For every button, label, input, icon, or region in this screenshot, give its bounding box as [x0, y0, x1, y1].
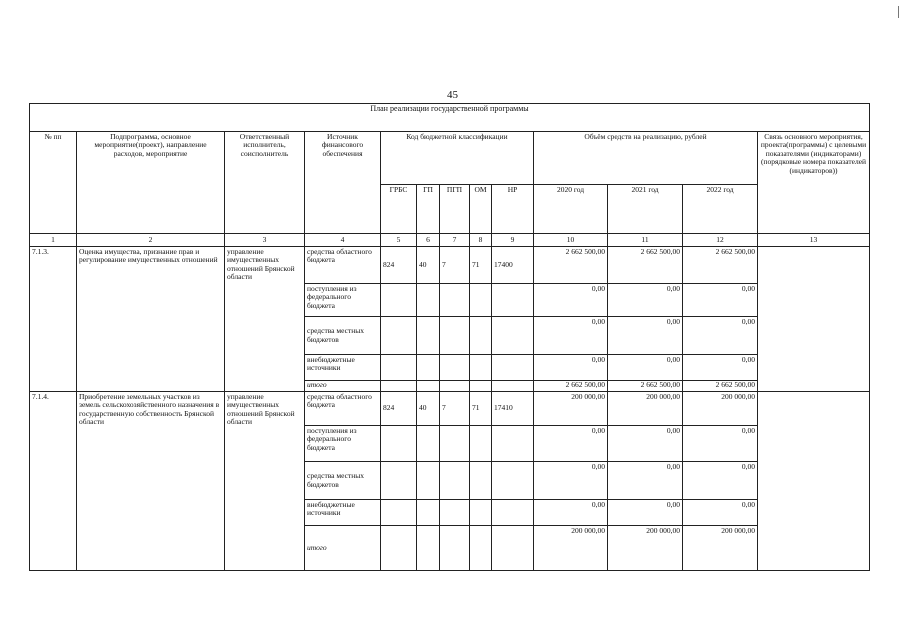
- header-nr: НР: [492, 185, 534, 234]
- amount-2021: 0,00: [608, 317, 683, 355]
- table-title: План реализации государственной программы: [30, 104, 870, 132]
- gp-code: [417, 317, 440, 355]
- header-om: ОМ: [470, 185, 492, 234]
- grbs-code: [381, 355, 417, 381]
- column-number: 4: [305, 234, 381, 247]
- funding-source: средства местных бюджетов: [305, 462, 381, 500]
- gp-code: [417, 526, 440, 571]
- amount-2020: 0,00: [534, 426, 608, 462]
- om-code: [470, 381, 492, 392]
- header-grbs: ГРБС: [381, 185, 417, 234]
- gp-code: 40: [417, 392, 440, 426]
- amount-2022: 0,00: [683, 500, 758, 526]
- total-2022: 200 000,00: [683, 526, 758, 571]
- amount-2022: 2 662 500,00: [683, 247, 758, 284]
- gp-code: [417, 500, 440, 526]
- column-number: 10: [534, 234, 608, 247]
- indicator-link: [758, 392, 870, 571]
- table-row: [30, 392, 870, 426]
- column-number: 1: [30, 234, 77, 247]
- amount-2021: 0,00: [608, 284, 683, 317]
- pgp-code: [440, 500, 470, 526]
- amount-2021: 200 000,00: [608, 392, 683, 426]
- om-code: [470, 355, 492, 381]
- total-label: итого: [305, 381, 381, 392]
- grbs-code: [381, 284, 417, 317]
- amount-2020: 0,00: [534, 317, 608, 355]
- pgp-code: [440, 284, 470, 317]
- amount-2022: 0,00: [683, 426, 758, 462]
- column-number: 3: [225, 234, 305, 247]
- grbs-code: [381, 462, 417, 500]
- pgp-code: [440, 317, 470, 355]
- amount-2020: 0,00: [534, 462, 608, 500]
- amount-2021: 0,00: [608, 426, 683, 462]
- gp-code: [417, 462, 440, 500]
- om-code: [470, 317, 492, 355]
- grbs-code: 824: [381, 392, 417, 426]
- column-number: 11: [608, 234, 683, 247]
- nr-code: [492, 284, 534, 317]
- om-code: [470, 526, 492, 571]
- gp-code: [417, 284, 440, 317]
- nr-code: [492, 526, 534, 571]
- funding-source: поступления из федерального бюджета: [305, 284, 381, 317]
- grbs-code: [381, 526, 417, 571]
- header-year-2021: 2021 год: [608, 185, 683, 234]
- executor: управление имущественных отношений Брянской области: [225, 247, 305, 392]
- row-number: 7.1.4.: [30, 392, 77, 571]
- total-2022: 2 662 500,00: [683, 381, 758, 392]
- header-executor: Ответственный исполнитель, соисполнитель: [225, 132, 305, 234]
- nr-code: [492, 355, 534, 381]
- header-budget-code: Код бюджетной классификации: [381, 132, 534, 185]
- amount-2022: 0,00: [683, 355, 758, 381]
- nr-code: 17410: [492, 392, 534, 426]
- total-2020: 2 662 500,00: [534, 381, 608, 392]
- om-code: [470, 426, 492, 462]
- gp-code: [417, 426, 440, 462]
- header-pgp: ПГП: [440, 185, 470, 234]
- pgp-code: [440, 426, 470, 462]
- amount-2021: 2 662 500,00: [608, 247, 683, 284]
- pgp-code: [440, 355, 470, 381]
- pgp-code: [440, 462, 470, 500]
- activity-name: Оценка имущества, признание прав и регулирование имущественных отношений: [77, 247, 225, 392]
- pgp-code: [440, 526, 470, 571]
- indicator-link: [758, 247, 870, 392]
- grbs-code: [381, 317, 417, 355]
- header-volume: Объём средств на реализацию, рублей: [534, 132, 758, 185]
- total-2021: 200 000,00: [608, 526, 683, 571]
- activity-name: Приобретение земельных участков из земель сельскохозяйственного назначения в государственную собственность Брянской области: [77, 392, 225, 571]
- pgp-code: 7: [440, 392, 470, 426]
- funding-source: средства областного бюджета: [305, 392, 381, 426]
- page-number: 45: [447, 89, 458, 101]
- amount-2022: 0,00: [683, 284, 758, 317]
- amount-2020: 2 662 500,00: [534, 247, 608, 284]
- amount-2020: 0,00: [534, 355, 608, 381]
- gp-code: 40: [417, 247, 440, 284]
- header-name: Подпрограмма, основное мероприятие(проект), направление расходов, мероприятие: [77, 132, 225, 234]
- column-number-row: [30, 234, 870, 247]
- program-plan-table: [29, 103, 870, 571]
- grbs-code: [381, 500, 417, 526]
- column-number: 7: [440, 234, 470, 247]
- nr-code: [492, 426, 534, 462]
- nr-code: [492, 500, 534, 526]
- column-number: 8: [470, 234, 492, 247]
- pgp-code: [440, 381, 470, 392]
- header-year-2020: 2020 год: [534, 185, 608, 234]
- nr-code: [492, 381, 534, 392]
- nr-code: 17400: [492, 247, 534, 284]
- column-number: 13: [758, 234, 870, 247]
- header-gp: ГП: [417, 185, 440, 234]
- header-year-2022: 2022 год: [683, 185, 758, 234]
- total-2021: 2 662 500,00: [608, 381, 683, 392]
- header-indicator-link: Связь основного мероприятия, проекта(программы) с целевыми показателями (индикаторами) (порядковые номера показателей (индикаторов)): [758, 132, 870, 234]
- amount-2022: 200 000,00: [683, 392, 758, 426]
- om-code: 71: [470, 392, 492, 426]
- amount-2021: 0,00: [608, 462, 683, 500]
- column-number: 6: [417, 234, 440, 247]
- total-label: итого: [305, 526, 381, 571]
- scan-edge-mark: [898, 6, 899, 18]
- nr-code: [492, 317, 534, 355]
- funding-source: внебюджетные источники: [305, 500, 381, 526]
- funding-source: внебюджетные источники: [305, 355, 381, 381]
- amount-2020: 200 000,00: [534, 392, 608, 426]
- om-code: [470, 284, 492, 317]
- column-number: 2: [77, 234, 225, 247]
- amount-2021: 0,00: [608, 355, 683, 381]
- row-number: 7.1.3.: [30, 247, 77, 392]
- om-code: [470, 500, 492, 526]
- grbs-code: [381, 381, 417, 392]
- om-code: [470, 462, 492, 500]
- funding-source: поступления из федерального бюджета: [305, 426, 381, 462]
- header-source: Источник финансового обеспечения: [305, 132, 381, 234]
- amount-2022: 0,00: [683, 317, 758, 355]
- column-number: 9: [492, 234, 534, 247]
- executor: управление имущественных отношений Брянской области: [225, 392, 305, 571]
- column-number: 5: [381, 234, 417, 247]
- amount-2020: 0,00: [534, 284, 608, 317]
- nr-code: [492, 462, 534, 500]
- pgp-code: 7: [440, 247, 470, 284]
- om-code: 71: [470, 247, 492, 284]
- header-no: № пп: [30, 132, 77, 234]
- table-row: [30, 247, 870, 284]
- gp-code: [417, 355, 440, 381]
- amount-2022: 0,00: [683, 462, 758, 500]
- funding-source: средства областного бюджета: [305, 247, 381, 284]
- grbs-code: [381, 426, 417, 462]
- total-2020: 200 000,00: [534, 526, 608, 571]
- gp-code: [417, 381, 440, 392]
- funding-source: средства местных бюджетов: [305, 317, 381, 355]
- column-number: 12: [683, 234, 758, 247]
- grbs-code: 824: [381, 247, 417, 284]
- amount-2021: 0,00: [608, 500, 683, 526]
- amount-2020: 0,00: [534, 500, 608, 526]
